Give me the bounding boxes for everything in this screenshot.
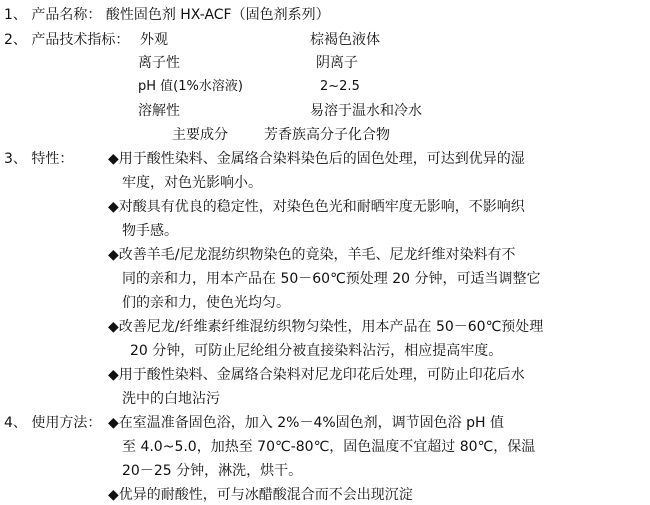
feature-3-line-1: 改善羊毛/尼龙混纺织物染色的竟染，羊毛、尼龙纤维对染料有不 — [118, 247, 516, 263]
feature-1-line-2: 牢度，对色光影响小。 — [122, 175, 262, 191]
section-2-number: 2、 — [4, 32, 27, 48]
spec-value-ph: 2~2.5 — [320, 79, 360, 94]
feature-5-line-2: 洗中的白地沾污 — [122, 391, 220, 407]
feature-2-line-1: 对酸具有优良的稳定性，对染色色光和耐晒牢度无影响，不影响织 — [118, 199, 525, 215]
spec-key-solubility: 溶解性 — [138, 103, 180, 119]
spec-key-ph: pH 值(1%水溶液) — [138, 79, 243, 94]
spec-value-appearance: 棕褐色液体 — [310, 32, 380, 48]
section-3-label: 特性： — [31, 151, 74, 167]
feature-1-line-1: 用于酸性染料、金属络合染料染色后的固色处理，可达到优异的湿 — [118, 151, 525, 167]
section-1-number: 1、 — [4, 7, 27, 23]
spec-key-appearance: 外观 — [140, 32, 168, 48]
diamond-bullet-icon: ◆ — [108, 199, 119, 215]
diamond-bullet-icon: ◆ — [108, 415, 119, 431]
feature-5-line-1: 用于酸性染料、金属络合染料对尼龙印花后处理，可防止印花后水 — [118, 367, 525, 383]
diamond-bullet-icon: ◆ — [108, 367, 119, 383]
feature-item-2 — [108, 197, 525, 217]
section-1-line — [4, 5, 330, 25]
feature-item-1 — [108, 149, 525, 169]
feature-item-3 — [108, 245, 516, 265]
usage-line-4: 优异的耐酸性，可与冰醋酸混合而不会出现沉淀 — [118, 487, 413, 503]
spec-value-composition: 芳香族高分子化合物 — [264, 127, 390, 143]
feature-item-5 — [108, 365, 525, 385]
product-name: 酸性固色剂 HX-ACF（固色剂系列） — [105, 7, 330, 23]
section-4-heading — [4, 413, 101, 433]
diamond-bullet-icon: ◆ — [108, 151, 119, 167]
feature-2-line-2: 物手感。 — [122, 223, 178, 239]
feature-4-line-2: 20 分钟，可防止尼纶组分被直接染料沾污，相应提高牢度。 — [130, 343, 503, 359]
usage-item-2 — [108, 485, 413, 505]
section-3-number: 3、 — [4, 151, 27, 167]
spec-key-composition: 主要成分 — [172, 127, 228, 143]
spec-value-ionicity: 阴离子 — [316, 55, 358, 71]
diamond-bullet-icon: ◆ — [108, 319, 119, 335]
feature-3-line-3: 们的亲和力，使色光均匀。 — [122, 295, 290, 311]
section-2-heading — [4, 30, 129, 50]
usage-item-1 — [108, 413, 504, 433]
usage-line-3: 20－25 分钟，淋洗，烘干。 — [122, 463, 303, 479]
section-1-label: 产品名称： — [31, 7, 102, 23]
feature-4-line-1: 改善尼龙/纤维素纤维混纺织物匀染性，用本产品在 50－60℃预处理 — [118, 319, 544, 335]
feature-3-line-2: 同的亲和力，用本产品在 50－60℃预处理 20 分钟，可适当调整它 — [122, 271, 541, 287]
usage-line-2: 至 4.0~5.0，加热至 70℃-80℃，固色温度不宜超过 80℃，保温 — [122, 439, 536, 455]
spec-key-ionicity: 离子性 — [138, 55, 180, 71]
diamond-bullet-icon: ◆ — [108, 247, 119, 263]
diamond-bullet-icon: ◆ — [108, 487, 119, 503]
usage-line-1: 在室温准备固色浴，加入 2%－4%固色剂，调节固色浴 pH 值 — [118, 415, 504, 431]
spec-value-solubility: 易溶于温水和冷水 — [310, 103, 422, 119]
section-4-label: 使用方法： — [31, 415, 102, 431]
section-2-label: 产品技术指标： — [31, 32, 130, 48]
section-4-number: 4、 — [4, 415, 27, 431]
feature-item-4 — [108, 317, 543, 337]
section-3-heading — [4, 149, 73, 169]
